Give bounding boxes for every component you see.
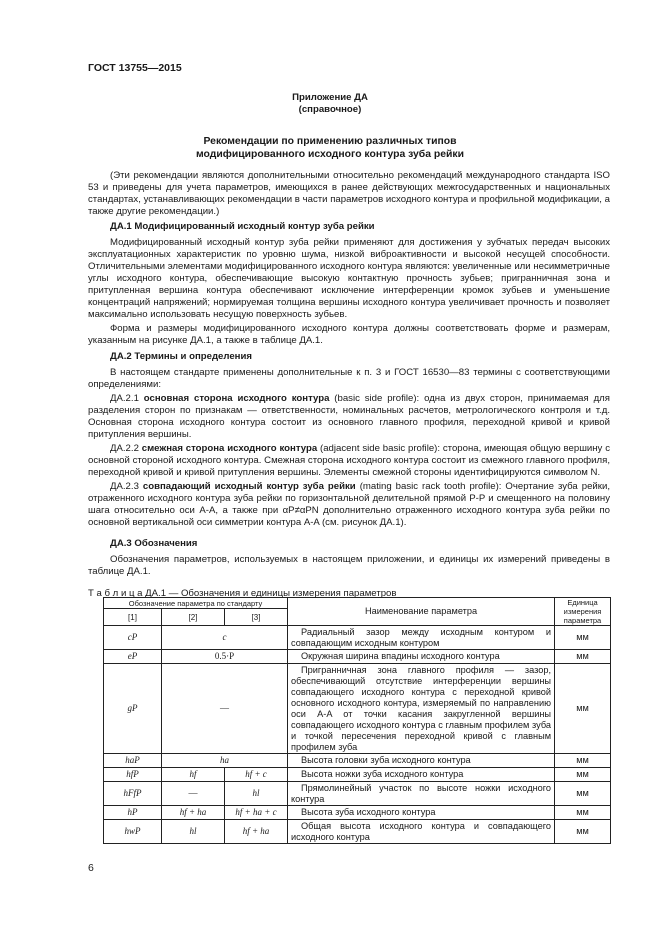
parameter-name: Пригранничная зона главного профиля — зазор, обеспечивающий отсутствие интерференции вершины совпадающего исходного контура с переходной кривой основного исходного контура, измеряемый по направлению оси A-A от точки касания закругленной вершины совпадающего исходного контура с главным профилем зуба и точкой пересечения переходной кривой с главным профилем зуба — [288, 664, 555, 754]
parameter-unit: мм — [555, 806, 611, 820]
page-number: 6 — [88, 862, 94, 874]
section2-p1: В настоящем стандарте применены дополнительные к п. 3 и ГОСТ 16530—83 термины с соответствующими определениями: — [88, 367, 610, 390]
symbol-col-1: hwP — [104, 820, 162, 844]
table-row — [104, 754, 611, 768]
appendix-note: (справочное) — [298, 104, 362, 115]
symbol-col-2: — — [162, 664, 288, 754]
parameter-unit: мм — [555, 626, 611, 650]
parameter-name: Высота ножки зуба исходного контура — [288, 768, 555, 782]
symbol-col-1: haP — [104, 754, 162, 768]
header-unit: Единица измерения параметра — [555, 598, 611, 626]
symbol-col-1: hP — [104, 806, 162, 820]
header-col-2: [2] — [162, 609, 225, 626]
parameter-unit: мм — [555, 782, 611, 806]
symbol-col-3: hf + c — [225, 768, 288, 782]
section2-body — [88, 367, 610, 531]
intro-paragraph — [88, 170, 610, 220]
symbol-col-2: c — [162, 626, 288, 650]
section3-heading: ДА.3 Обозначения — [110, 538, 198, 549]
definition-2-term: смежная сторона исходного контура — [141, 443, 318, 454]
symbol-col-1: cP — [104, 626, 162, 650]
parameters-table — [103, 597, 611, 844]
parameter-name: Общая высота исходного контура и совпадающего исходного контура — [288, 820, 555, 844]
parameter-name: Высота головки зуба исходного контура — [288, 754, 555, 768]
definition-1-term: основная сторона исходного контура — [143, 393, 330, 404]
section2-heading: ДА.2 Термины и определения — [110, 351, 252, 362]
parameter-name: Радиальный зазор между исходным контуром и совпадающим исходным контуром — [288, 626, 555, 650]
symbol-col-2: — — [162, 782, 225, 806]
table-row — [104, 664, 611, 754]
symbol-col-1: hfP — [104, 768, 162, 782]
doc-title-line1: Рекомендации по применению различных типов — [203, 136, 457, 147]
symbol-col-2: hf + ha — [162, 806, 225, 820]
parameter-unit: мм — [555, 820, 611, 844]
symbol-col-3: hf + ha + c — [225, 806, 288, 820]
header-parameter-name: Наименование параметра — [288, 598, 555, 626]
parameter-unit: мм — [555, 650, 611, 664]
table-row — [104, 820, 611, 844]
table-row — [104, 806, 611, 820]
definition-2-number: ДА.2.2 — [110, 443, 142, 454]
definition-3 — [88, 481, 610, 529]
appendix-title: Приложение ДА — [292, 92, 368, 103]
header-col-1: [1] — [104, 609, 162, 626]
symbol-col-2: hf — [162, 768, 225, 782]
table-caption: Т а б л и ц а ДА.1 — Обозначения и единицы измерения параметров — [88, 588, 397, 599]
doc-title-line2: модифицированного исходного контура зуба рейки — [195, 149, 464, 160]
section1-p1: Модифицированный исходный контур зуба рейки применяют для достижения у зубчатых передач высоких эксплуатационных характеристик по уровню шума, низкой виброактивности и высокой несущей способности. Отличительными элементами модифицированного исходного контура являются: увеличенные или несимметричные углы исходного контура, обеспечивающие высокую контактную прочность зубьев; пригранничная зона и притупленная вершина контура обеспечивают исключение интерференции кромок зубьев и уменьшение концентраций напряжений; нормируемая толщина вершины исходного контура увеличивает прочность и позволяет максимально использовать несущую поверхность зубьев. — [88, 237, 610, 320]
symbol-col-1: eP — [104, 650, 162, 664]
symbol-col-2: ha — [162, 754, 288, 768]
intro-text: (Эти рекомендации являются дополнительными относительно рекомендаций международного стандарта ISO 53 и приведены для учета параметров, имеющихся в ранее действующих межгосударственных и национальных стандартах, устанавливающих рекомендации в части параметров исходного контура и профильной модификации, а также другие рекомендации.) — [88, 170, 610, 217]
symbol-col-3: hl — [225, 782, 288, 806]
parameter-name: Прямолинейный участок по высоте ножки исходного контура — [288, 782, 555, 806]
definition-2 — [88, 443, 610, 479]
definition-1 — [88, 393, 610, 441]
definition-3-number: ДА.2.3 — [110, 481, 143, 492]
definition-1-text: (basic side profile): одна из двух сторон, принимаемая для разделения сторон по признакам — ответственности, номинальных расчетов, метрологического контроля и т.д. Основная сторона исходного контура состоит из основного главного профиля, переходной кривой и кривой притупления вершины. — [88, 393, 610, 440]
symbol-col-2: hl — [162, 820, 225, 844]
section3-body — [88, 554, 610, 580]
symbol-col-2: 0.5·P — [162, 650, 288, 664]
section1-p2: Форма и размеры модифицированного исходного контура должны соответствовать форме и размерам, указанным на рисунке ДА.1, а также в таблице ДА.1. — [88, 323, 610, 346]
header-designation-group: Обозначение параметра по стандарту — [104, 598, 288, 609]
parameter-name: Высота зуба исходного контура — [288, 806, 555, 820]
section1-body — [88, 237, 610, 349]
header-col-3: [3] — [225, 609, 288, 626]
parameter-unit: мм — [555, 754, 611, 768]
standard-header: ГОСТ 13755—2015 — [88, 62, 182, 74]
symbol-col-1: hFfP — [104, 782, 162, 806]
table-row — [104, 650, 611, 664]
parameter-unit: мм — [555, 768, 611, 782]
parameter-unit: мм — [555, 664, 611, 754]
parameter-name: Окружная ширина впадины исходного контура — [288, 650, 555, 664]
definition-1-number: ДА.2.1 — [110, 393, 144, 404]
section3-p1: Обозначения параметров, используемых в настоящем приложении, и единицы их измерений приведены в таблице ДА.1. — [88, 554, 610, 577]
definition-3-term: совпадающий исходный контур зуба рейки — [142, 481, 356, 492]
symbol-col-3: hf + ha — [225, 820, 288, 844]
table-header-row — [104, 598, 611, 609]
table-row — [104, 782, 611, 806]
table-row — [104, 768, 611, 782]
definition-3-text: (mating basic rack tooth profile): Очертание зуба рейки, отраженного исходного контура зуба рейки по горизонтальной делительной прямой P-P и смещенного на половину шага относительно оси A-A, а также при αP≠αPN дополнительно отраженного исходного контура зуба рейки по основной вертикальной оси симметрии контура A-A (см. рисунок ДА.1). — [88, 481, 610, 528]
definition-2-text: (adjacent side basic profile): сторона, имеющая общую вершину с основной стороной исходного контура. Смежная сторона исходного контура состоит из смежного главного профиля, переходной кривой и кривой притупления вершины. Элементы смежной стороны идентифицируются символом N. — [88, 443, 610, 478]
table-row — [104, 626, 611, 650]
section1-heading: ДА.1 Модифицированный исходный контур зуба рейки — [110, 221, 375, 232]
symbol-col-1: gP — [104, 664, 162, 754]
